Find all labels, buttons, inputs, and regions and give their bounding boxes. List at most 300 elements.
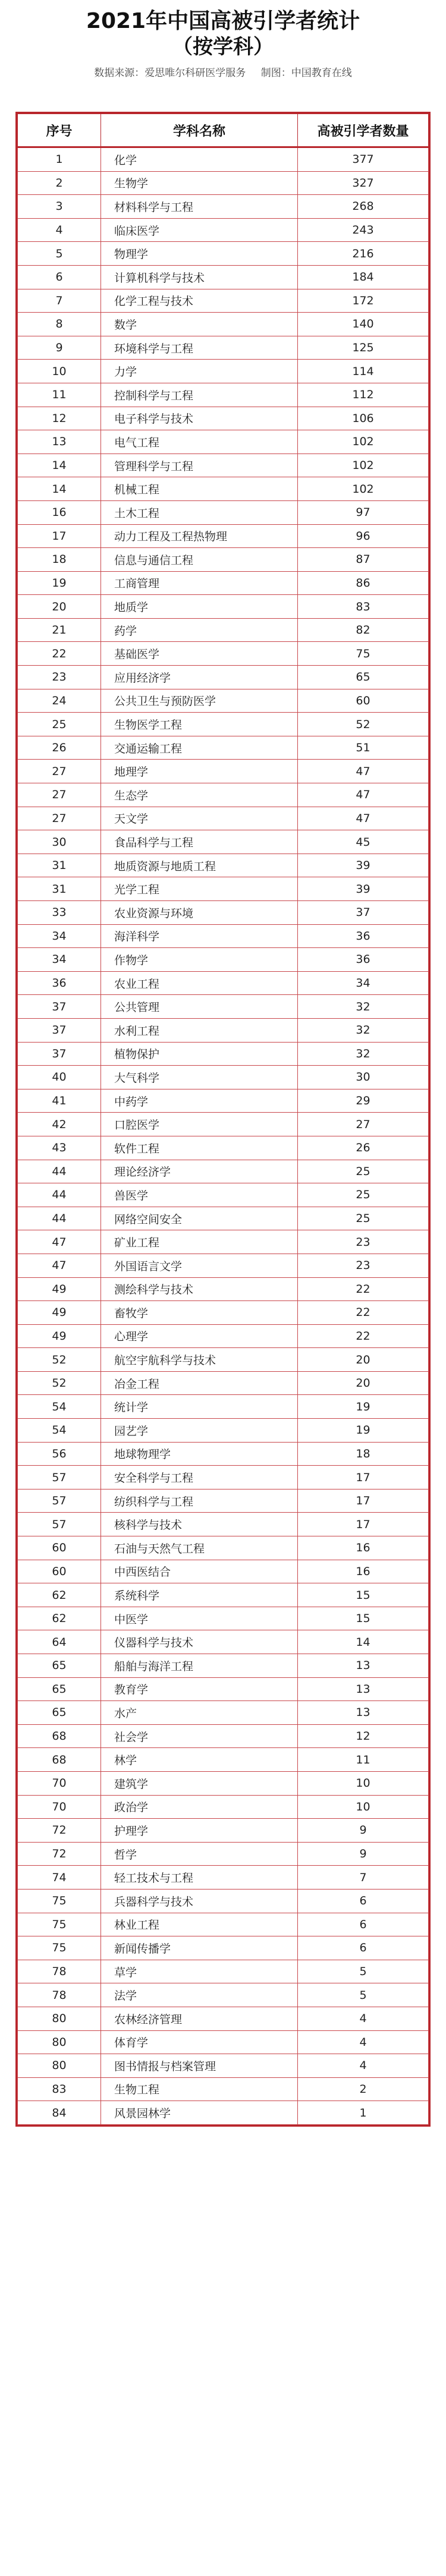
rank-cell: 31 xyxy=(18,877,101,901)
rank-cell: 34 xyxy=(18,924,101,948)
count-cell: 51 xyxy=(298,736,429,760)
table-row xyxy=(18,1207,429,1230)
count-cell: 23 xyxy=(298,1230,429,1254)
table-row xyxy=(18,1724,429,1748)
subject-cell: 动力工程及工程热物理 xyxy=(101,524,298,548)
count-cell: 32 xyxy=(298,1042,429,1066)
subject-cell: 建筑学 xyxy=(101,1771,298,1795)
table-row xyxy=(18,1113,429,1136)
column-header-rank: 序号 xyxy=(18,114,101,147)
rank-cell: 72 xyxy=(18,1819,101,1843)
statistics-table xyxy=(17,114,429,2125)
count-cell: 82 xyxy=(298,618,429,642)
rank-cell: 54 xyxy=(18,1419,101,1443)
table-row xyxy=(18,760,429,783)
count-cell: 2 xyxy=(298,2077,429,2101)
rank-cell: 37 xyxy=(18,1042,101,1066)
table-row xyxy=(18,1795,429,1819)
count-cell: 268 xyxy=(298,195,429,219)
count-cell: 17 xyxy=(298,1466,429,1489)
rank-cell: 75 xyxy=(18,1889,101,1913)
rank-cell: 57 xyxy=(18,1466,101,1489)
subject-cell: 农业工程 xyxy=(101,971,298,995)
subject-cell: 兵器科学与技术 xyxy=(101,1889,298,1913)
rank-cell: 10 xyxy=(18,360,101,383)
rank-cell: 27 xyxy=(18,783,101,807)
count-cell: 23 xyxy=(298,1254,429,1277)
count-cell: 216 xyxy=(298,242,429,266)
rank-cell: 25 xyxy=(18,713,101,736)
subject-cell: 物理学 xyxy=(101,242,298,266)
subject-cell: 力学 xyxy=(101,360,298,383)
subject-cell: 公共卫生与预防医学 xyxy=(101,689,298,713)
rank-cell: 80 xyxy=(18,2054,101,2078)
rank-cell: 68 xyxy=(18,1724,101,1748)
table-row xyxy=(18,313,429,336)
count-cell: 65 xyxy=(298,666,429,689)
rank-cell: 44 xyxy=(18,1183,101,1207)
subject-cell: 外国语言文学 xyxy=(101,1254,298,1277)
rank-cell: 1 xyxy=(18,147,101,172)
subject-cell: 食品科学与工程 xyxy=(101,830,298,854)
subject-cell: 轻工技术与工程 xyxy=(101,1866,298,1890)
rank-cell: 78 xyxy=(18,1983,101,2007)
page-subtitle: （按学科） xyxy=(172,35,274,59)
subject-cell: 冶金工程 xyxy=(101,1371,298,1395)
subject-cell: 兽医学 xyxy=(101,1183,298,1207)
table-row xyxy=(18,1607,429,1630)
table-row xyxy=(18,1042,429,1066)
subject-cell: 理论经济学 xyxy=(101,1160,298,1183)
subject-cell: 材料科学与工程 xyxy=(101,195,298,219)
count-cell: 5 xyxy=(298,1960,429,1983)
statistics-table-frame xyxy=(15,112,431,2127)
count-cell: 47 xyxy=(298,783,429,807)
count-cell: 32 xyxy=(298,1018,429,1042)
subject-cell: 园艺学 xyxy=(101,1419,298,1443)
subject-cell: 地理学 xyxy=(101,760,298,783)
count-cell: 13 xyxy=(298,1677,429,1701)
table-row xyxy=(18,360,429,383)
count-cell: 83 xyxy=(298,595,429,619)
subject-cell: 核科学与技术 xyxy=(101,1513,298,1536)
subject-cell: 法学 xyxy=(101,1983,298,2007)
table-row xyxy=(18,807,429,830)
table-row xyxy=(18,195,429,219)
count-cell: 172 xyxy=(298,289,429,313)
count-cell: 16 xyxy=(298,1560,429,1583)
subject-cell: 仪器科学与技术 xyxy=(101,1630,298,1654)
table-row xyxy=(18,1254,429,1277)
table-row xyxy=(18,1842,429,1866)
subject-cell: 临床医学 xyxy=(101,218,298,242)
rank-cell: 84 xyxy=(18,2101,101,2125)
count-cell: 19 xyxy=(298,1395,429,1419)
count-cell: 26 xyxy=(298,1136,429,1160)
table-row xyxy=(18,948,429,972)
rank-cell: 31 xyxy=(18,854,101,877)
table-row xyxy=(18,1889,429,1913)
rank-cell: 37 xyxy=(18,1018,101,1042)
rank-cell: 65 xyxy=(18,1677,101,1701)
count-cell: 4 xyxy=(298,2030,429,2054)
subject-cell: 生物工程 xyxy=(101,2077,298,2101)
table-row xyxy=(18,1066,429,1089)
rank-cell: 20 xyxy=(18,595,101,619)
rank-cell: 34 xyxy=(18,948,101,972)
subject-cell: 中医学 xyxy=(101,1607,298,1630)
table-row xyxy=(18,1866,429,1890)
table-row xyxy=(18,736,429,760)
rank-cell: 80 xyxy=(18,2030,101,2054)
data-source: 数据来源：爱思唯尔科研医学服务 xyxy=(94,67,246,79)
table-row xyxy=(18,642,429,666)
table-row xyxy=(18,1536,429,1560)
count-cell: 6 xyxy=(298,1936,429,1960)
subject-cell: 大气科学 xyxy=(101,1066,298,1089)
count-cell: 102 xyxy=(298,454,429,477)
subject-cell: 心理学 xyxy=(101,1324,298,1348)
count-cell: 15 xyxy=(298,1583,429,1607)
table-row xyxy=(18,336,429,360)
table-row xyxy=(18,877,429,901)
count-cell: 106 xyxy=(298,407,429,430)
table-row xyxy=(18,1654,429,1678)
subject-cell: 畜牧学 xyxy=(101,1301,298,1325)
page-title: 2021年中国高被引学者统计 xyxy=(86,9,360,33)
rank-cell: 26 xyxy=(18,736,101,760)
table-row xyxy=(18,1960,429,1983)
count-cell: 37 xyxy=(298,901,429,925)
count-cell: 20 xyxy=(298,1348,429,1372)
table-row xyxy=(18,713,429,736)
rank-cell: 19 xyxy=(18,571,101,595)
subject-cell: 统计学 xyxy=(101,1395,298,1419)
subject-cell: 农业资源与环境 xyxy=(101,901,298,925)
table-row xyxy=(18,430,429,454)
subject-cell: 光学工程 xyxy=(101,877,298,901)
rank-cell: 78 xyxy=(18,1960,101,1983)
subject-cell: 安全科学与工程 xyxy=(101,1466,298,1489)
rank-cell: 2 xyxy=(18,171,101,195)
subject-cell: 电子科学与技术 xyxy=(101,407,298,430)
table-row xyxy=(18,289,429,313)
rank-cell: 52 xyxy=(18,1371,101,1395)
rank-cell: 4 xyxy=(18,218,101,242)
count-cell: 10 xyxy=(298,1795,429,1819)
subject-cell: 药学 xyxy=(101,618,298,642)
subject-cell: 作物学 xyxy=(101,948,298,972)
rank-cell: 22 xyxy=(18,642,101,666)
subject-cell: 系统科学 xyxy=(101,1583,298,1607)
rank-cell: 70 xyxy=(18,1795,101,1819)
rank-cell: 65 xyxy=(18,1701,101,1725)
subject-cell: 船舶与海洋工程 xyxy=(101,1654,298,1678)
count-cell: 377 xyxy=(298,147,429,172)
table-row xyxy=(18,1630,429,1654)
table-row xyxy=(18,1136,429,1160)
subject-cell: 电气工程 xyxy=(101,430,298,454)
rank-cell: 57 xyxy=(18,1513,101,1536)
subject-cell: 林业工程 xyxy=(101,1913,298,1936)
rank-cell: 8 xyxy=(18,313,101,336)
rank-cell: 44 xyxy=(18,1207,101,1230)
rank-cell: 64 xyxy=(18,1630,101,1654)
rank-cell: 21 xyxy=(18,618,101,642)
rank-cell: 17 xyxy=(18,524,101,548)
rank-cell: 80 xyxy=(18,2007,101,2030)
rank-cell: 41 xyxy=(18,1089,101,1113)
count-cell: 114 xyxy=(298,360,429,383)
subject-cell: 体育学 xyxy=(101,2030,298,2054)
count-cell: 25 xyxy=(298,1160,429,1183)
rank-cell: 75 xyxy=(18,1913,101,1936)
subject-cell: 风景园林学 xyxy=(101,2101,298,2125)
rank-cell: 43 xyxy=(18,1136,101,1160)
subject-cell: 新闻传播学 xyxy=(101,1936,298,1960)
table-row xyxy=(18,595,429,619)
rank-cell: 11 xyxy=(18,383,101,407)
count-cell: 19 xyxy=(298,1419,429,1443)
table-row xyxy=(18,1089,429,1113)
count-cell: 5 xyxy=(298,1983,429,2007)
count-cell: 52 xyxy=(298,713,429,736)
rank-cell: 68 xyxy=(18,1748,101,1772)
count-cell: 34 xyxy=(298,971,429,995)
table-row xyxy=(18,571,429,595)
table-row xyxy=(18,147,429,172)
rank-cell: 47 xyxy=(18,1254,101,1277)
rank-cell: 54 xyxy=(18,1395,101,1419)
table-row xyxy=(18,901,429,925)
table-row xyxy=(18,548,429,572)
subject-cell: 草学 xyxy=(101,1960,298,1983)
rank-cell: 7 xyxy=(18,289,101,313)
count-cell: 45 xyxy=(298,830,429,854)
count-cell: 7 xyxy=(298,1866,429,1890)
count-cell: 87 xyxy=(298,548,429,572)
table-row xyxy=(18,995,429,1019)
rank-cell: 56 xyxy=(18,1442,101,1466)
table-row xyxy=(18,1771,429,1795)
count-cell: 20 xyxy=(298,1371,429,1395)
count-cell: 11 xyxy=(298,1748,429,1772)
table-row xyxy=(18,500,429,524)
subject-cell: 地质资源与地质工程 xyxy=(101,854,298,877)
count-cell: 12 xyxy=(298,1724,429,1748)
subject-cell: 软件工程 xyxy=(101,1136,298,1160)
rank-cell: 27 xyxy=(18,807,101,830)
table-row xyxy=(18,2101,429,2125)
table-body xyxy=(18,147,429,2125)
producer-credit: 制图：中国教育在线 xyxy=(260,67,352,79)
count-cell: 184 xyxy=(298,265,429,289)
subject-cell: 水产 xyxy=(101,1701,298,1725)
count-cell: 140 xyxy=(298,313,429,336)
rank-cell: 62 xyxy=(18,1583,101,1607)
rank-cell: 6 xyxy=(18,265,101,289)
subject-cell: 石油与天然气工程 xyxy=(101,1536,298,1560)
count-cell: 86 xyxy=(298,571,429,595)
rank-cell: 30 xyxy=(18,830,101,854)
table-row xyxy=(18,1160,429,1183)
count-cell: 25 xyxy=(298,1207,429,1230)
count-cell: 112 xyxy=(298,383,429,407)
count-cell: 22 xyxy=(298,1301,429,1325)
count-cell: 47 xyxy=(298,807,429,830)
rank-cell: 60 xyxy=(18,1560,101,1583)
subject-cell: 口腔医学 xyxy=(101,1113,298,1136)
rank-cell: 42 xyxy=(18,1113,101,1136)
rank-cell: 33 xyxy=(18,901,101,925)
table-row xyxy=(18,454,429,477)
subject-cell: 哲学 xyxy=(101,1842,298,1866)
count-cell: 102 xyxy=(298,477,429,501)
count-cell: 29 xyxy=(298,1089,429,1113)
rank-cell: 27 xyxy=(18,760,101,783)
count-cell: 96 xyxy=(298,524,429,548)
column-header-count: 高被引学者数量 xyxy=(298,114,429,147)
rank-cell: 60 xyxy=(18,1536,101,1560)
source-line xyxy=(0,64,446,80)
rank-cell: 9 xyxy=(18,336,101,360)
table-row xyxy=(18,1348,429,1372)
count-cell: 15 xyxy=(298,1607,429,1630)
subject-cell: 图书情报与档案管理 xyxy=(101,2054,298,2078)
table-row xyxy=(18,218,429,242)
subject-cell: 基础医学 xyxy=(101,642,298,666)
table-row xyxy=(18,783,429,807)
rank-cell: 65 xyxy=(18,1654,101,1678)
count-cell: 17 xyxy=(298,1513,429,1536)
count-cell: 9 xyxy=(298,1819,429,1843)
subject-cell: 生物医学工程 xyxy=(101,713,298,736)
subject-cell: 数学 xyxy=(101,313,298,336)
subject-cell: 中西医结合 xyxy=(101,1560,298,1583)
count-cell: 36 xyxy=(298,924,429,948)
rank-cell: 47 xyxy=(18,1230,101,1254)
subject-cell: 交通运输工程 xyxy=(101,736,298,760)
table-row xyxy=(18,1301,429,1325)
count-cell: 22 xyxy=(298,1324,429,1348)
table-row xyxy=(18,689,429,713)
count-cell: 6 xyxy=(298,1889,429,1913)
subject-cell: 地球物理学 xyxy=(101,1442,298,1466)
subject-cell: 海洋科学 xyxy=(101,924,298,948)
rank-cell: 72 xyxy=(18,1842,101,1866)
rank-cell: 52 xyxy=(18,1348,101,1372)
count-cell: 32 xyxy=(298,995,429,1019)
subject-cell: 环境科学与工程 xyxy=(101,336,298,360)
subject-cell: 管理科学与工程 xyxy=(101,454,298,477)
count-cell: 22 xyxy=(298,1277,429,1301)
rank-cell: 5 xyxy=(18,242,101,266)
count-cell: 6 xyxy=(298,1913,429,1936)
rank-cell: 70 xyxy=(18,1771,101,1795)
count-cell: 1 xyxy=(298,2101,429,2125)
rank-cell: 49 xyxy=(18,1301,101,1325)
table-row xyxy=(18,242,429,266)
rank-cell: 12 xyxy=(18,407,101,430)
subject-cell: 网络空间安全 xyxy=(101,1207,298,1230)
table-row xyxy=(18,618,429,642)
table-row xyxy=(18,1677,429,1701)
table-row xyxy=(18,2030,429,2054)
table-row xyxy=(18,1230,429,1254)
rank-cell: 23 xyxy=(18,666,101,689)
subject-cell: 社会学 xyxy=(101,1724,298,1748)
table-row xyxy=(18,2077,429,2101)
rank-cell: 83 xyxy=(18,2077,101,2101)
rank-cell: 49 xyxy=(18,1277,101,1301)
rank-cell: 75 xyxy=(18,1936,101,1960)
table-row xyxy=(18,1983,429,2007)
table-row xyxy=(18,2007,429,2030)
table-row xyxy=(18,1560,429,1583)
subject-cell: 教育学 xyxy=(101,1677,298,1701)
subject-cell: 纺织科学与工程 xyxy=(101,1489,298,1513)
table-row xyxy=(18,971,429,995)
count-cell: 16 xyxy=(298,1536,429,1560)
table-row xyxy=(18,1419,429,1443)
subject-cell: 中药学 xyxy=(101,1089,298,1113)
table-row xyxy=(18,1513,429,1536)
table-header-row xyxy=(18,114,429,147)
subject-cell: 林学 xyxy=(101,1748,298,1772)
rank-cell: 14 xyxy=(18,477,101,501)
table-row xyxy=(18,383,429,407)
rank-cell: 49 xyxy=(18,1324,101,1348)
table-row xyxy=(18,407,429,430)
count-cell: 18 xyxy=(298,1442,429,1466)
rank-cell: 13 xyxy=(18,430,101,454)
table-row xyxy=(18,1183,429,1207)
table-row xyxy=(18,1371,429,1395)
subject-cell: 水利工程 xyxy=(101,1018,298,1042)
table-row xyxy=(18,830,429,854)
table-row xyxy=(18,924,429,948)
count-cell: 75 xyxy=(298,642,429,666)
rank-cell: 37 xyxy=(18,995,101,1019)
rank-cell: 3 xyxy=(18,195,101,219)
table-row xyxy=(18,854,429,877)
count-cell: 39 xyxy=(298,877,429,901)
count-cell: 25 xyxy=(298,1183,429,1207)
count-cell: 243 xyxy=(298,218,429,242)
table-row xyxy=(18,477,429,501)
table-row xyxy=(18,1583,429,1607)
subject-cell: 土木工程 xyxy=(101,500,298,524)
table-row xyxy=(18,666,429,689)
rank-cell: 57 xyxy=(18,1489,101,1513)
table-row xyxy=(18,265,429,289)
rank-cell: 14 xyxy=(18,454,101,477)
count-cell: 13 xyxy=(298,1654,429,1678)
count-cell: 36 xyxy=(298,948,429,972)
subject-cell: 工商管理 xyxy=(101,571,298,595)
subject-cell: 化学 xyxy=(101,147,298,172)
table-row xyxy=(18,1748,429,1772)
table-row xyxy=(18,1489,429,1513)
count-cell: 27 xyxy=(298,1113,429,1136)
subject-cell: 计算机科学与技术 xyxy=(101,265,298,289)
subject-cell: 公共管理 xyxy=(101,995,298,1019)
table-row xyxy=(18,1936,429,1960)
count-cell: 97 xyxy=(298,500,429,524)
count-cell: 4 xyxy=(298,2007,429,2030)
rank-cell: 74 xyxy=(18,1866,101,1890)
count-cell: 60 xyxy=(298,689,429,713)
